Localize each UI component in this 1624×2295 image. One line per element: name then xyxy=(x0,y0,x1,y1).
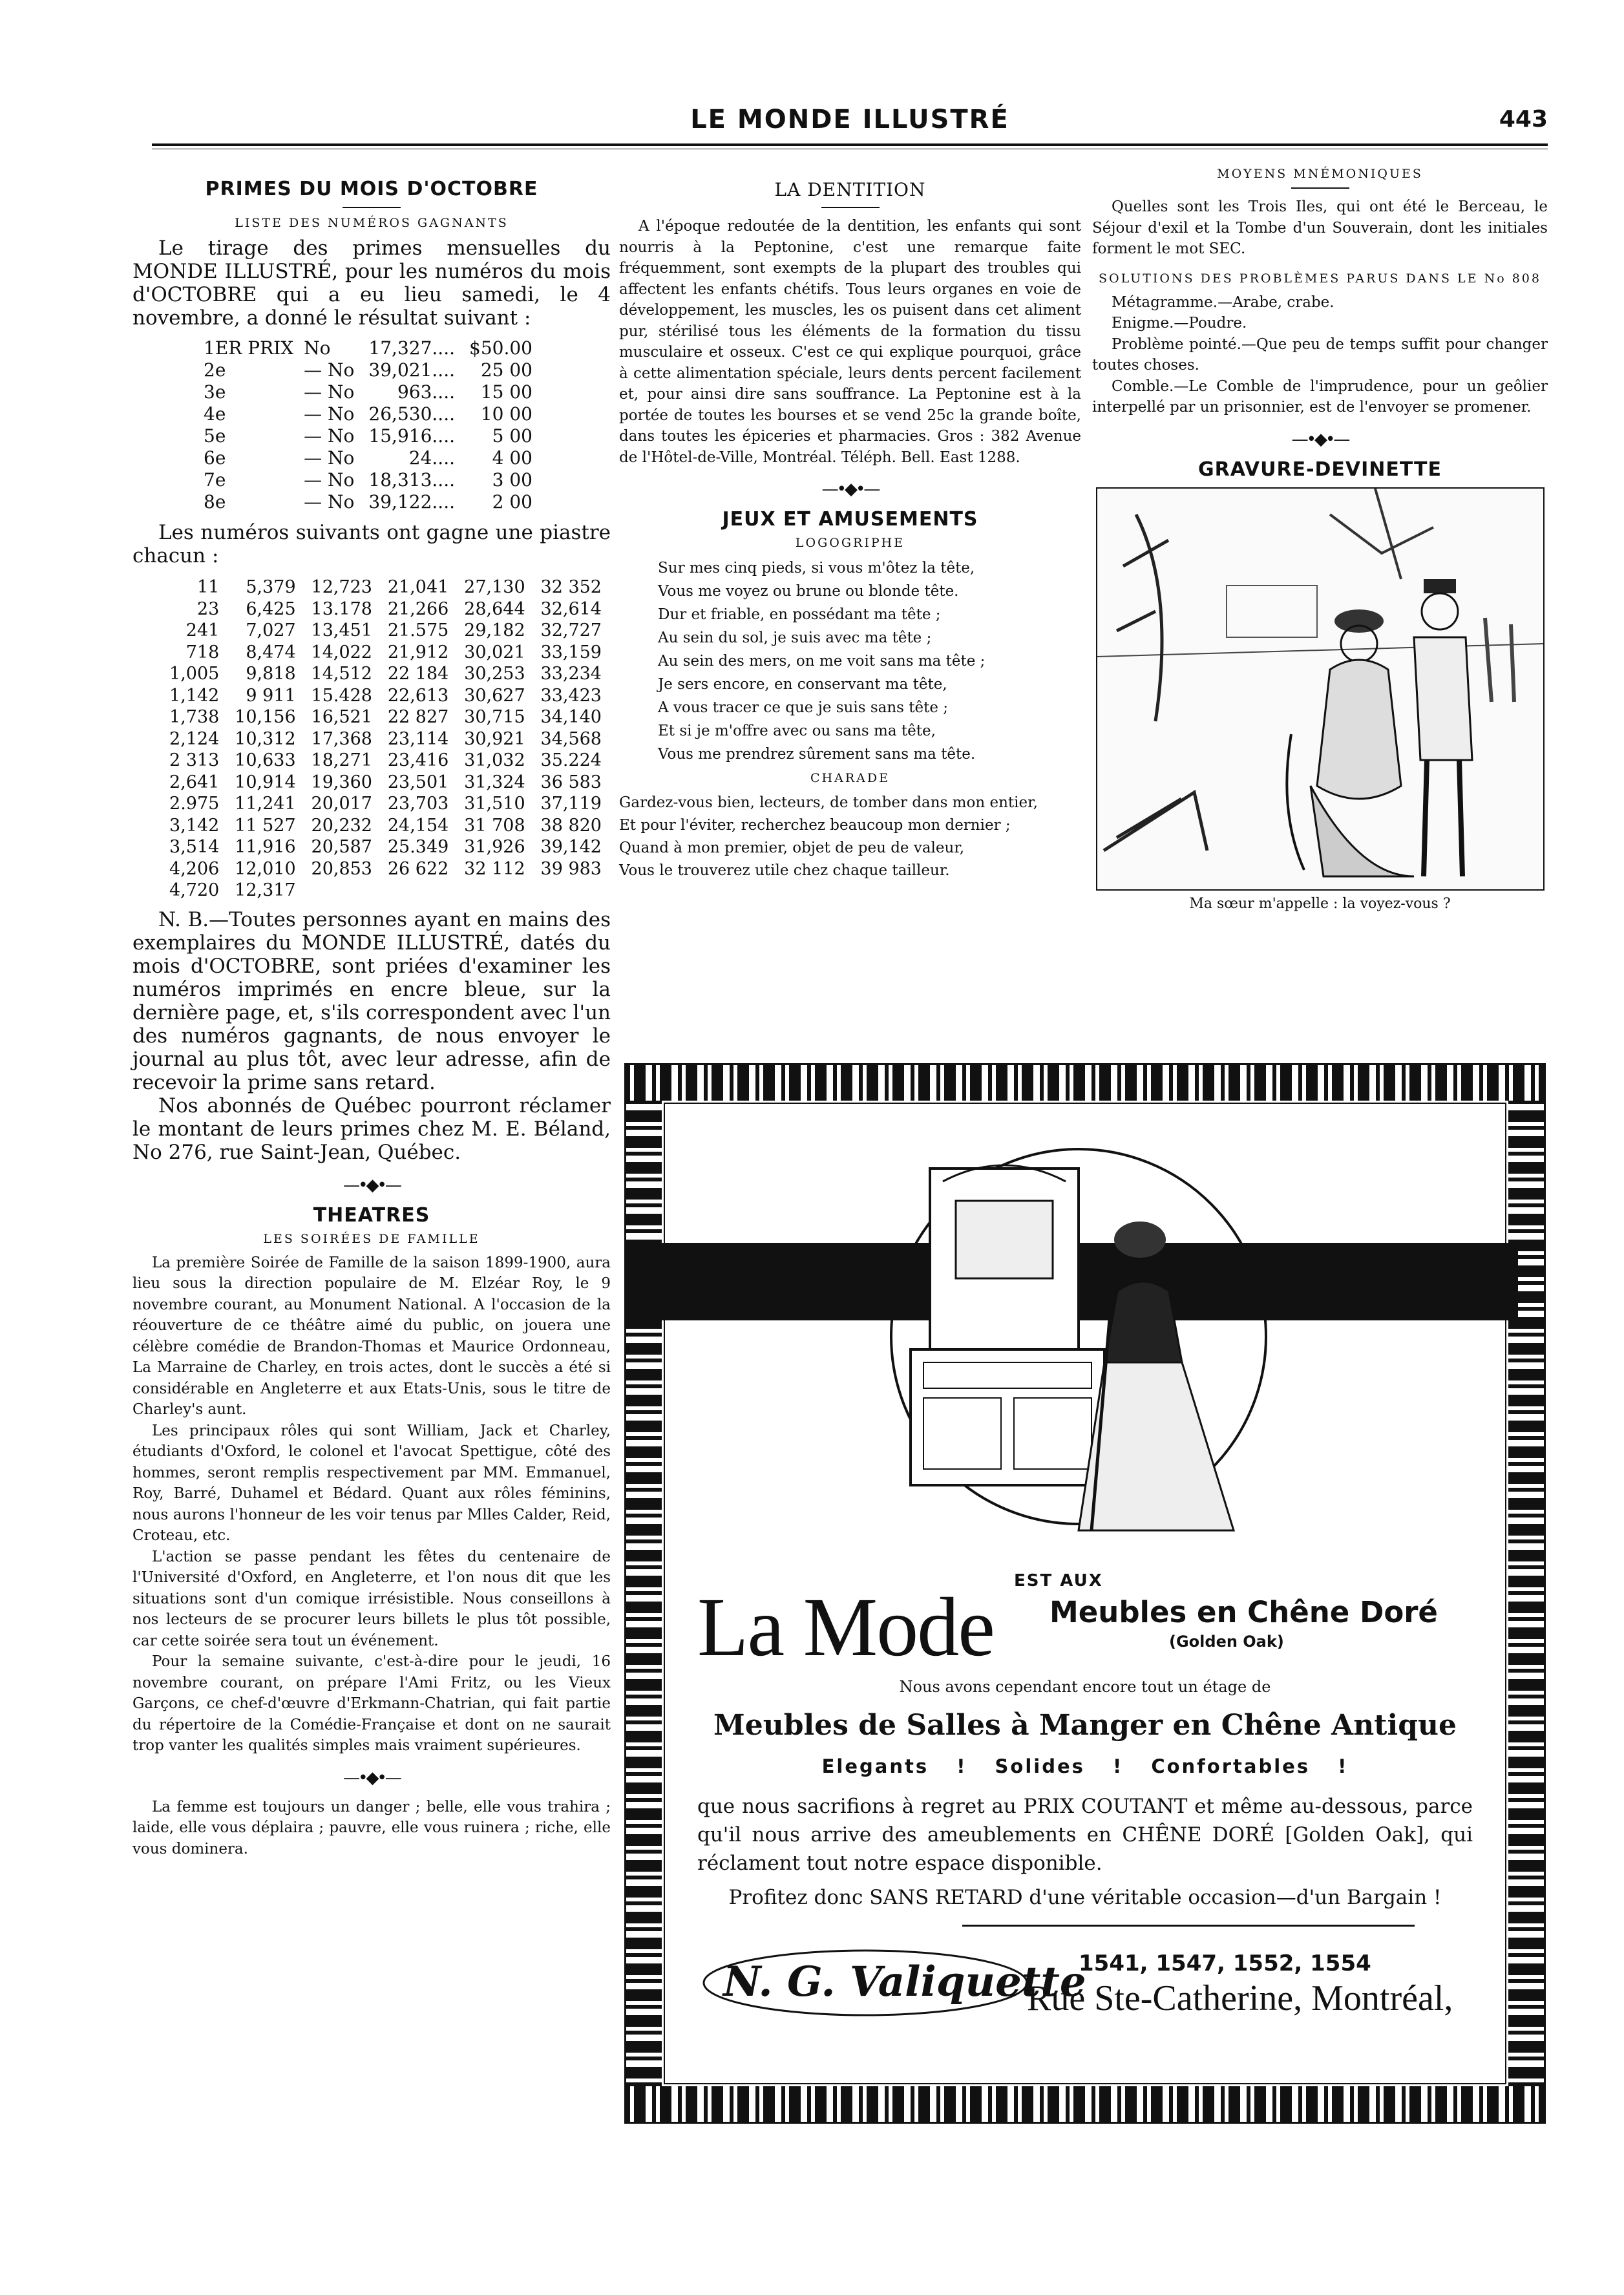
charade-verse xyxy=(619,792,1081,882)
theatre-paragraph: L'action se passe pendant les fêtes du centenaire de l'Université d'Oxford, en Angleterre, et l'on nous dit que les situations sont d'un comique irrésistible. Nous conseillons à nos lecteurs de se procurer leurs billets le plus tôt possible, car cette soirée sera tout un événement. xyxy=(132,1548,611,1649)
dentition-heading: LA DENTITION xyxy=(774,179,926,200)
prize-no: — No xyxy=(304,381,355,403)
verse-line: Gardez-vous bien, lecteurs, de tomber dans mon entier, xyxy=(619,794,1038,811)
verse-line: Sur mes cinq pieds, si vous m'ôtez la tête, xyxy=(658,560,975,576)
prize-row xyxy=(204,425,543,447)
winning-number: 10,156 xyxy=(235,707,296,727)
winning-number xyxy=(305,880,381,902)
winning-number: 30,021 xyxy=(464,642,525,662)
winning-number: 1,005 xyxy=(169,664,220,684)
winning-number: 21,912 xyxy=(387,642,449,662)
prize-no: — No xyxy=(304,359,355,381)
ad-headline: Meubles de Salles à Manger en Chêne Antique xyxy=(713,1709,1457,1742)
verse-line: Quand à mon premier, objet de peu de valeur, xyxy=(619,840,965,856)
winning-number: 19,360 xyxy=(311,772,372,792)
prize-row xyxy=(204,403,543,425)
winning-number: 3,142 xyxy=(169,815,220,836)
signature-image xyxy=(697,1941,1086,2025)
ad-rule xyxy=(962,1925,1415,1927)
winning-number: 30,921 xyxy=(464,728,525,749)
street-address: Rue Ste-Catherine, Montréal, xyxy=(1027,1978,1453,2018)
prize-no: — No xyxy=(304,491,355,513)
prize-number: 39,122.... xyxy=(368,491,455,513)
prize-row xyxy=(204,337,543,359)
winning-number: 25.349 xyxy=(387,837,449,857)
prize-amount: 5 00 xyxy=(492,425,533,447)
page-number: 443 xyxy=(1499,106,1548,132)
engraving-image xyxy=(1097,489,1543,889)
puzzle-illustration xyxy=(1096,487,1545,891)
winning-number: 32 112 xyxy=(464,858,525,879)
winning-number: 20,232 xyxy=(311,815,372,836)
primes-heading: PRIMES DU MOIS D'OCTOBRE xyxy=(205,178,538,200)
winning-number: 17,368 xyxy=(311,728,372,749)
prize-amount: 10 00 xyxy=(480,403,533,425)
prize-row xyxy=(204,447,543,469)
verse-line: Vous me voyez ou brune ou blonde tête. xyxy=(658,583,959,600)
est-aux-label: EST AUX xyxy=(1014,1571,1103,1591)
dash-rule xyxy=(821,207,880,208)
winning-number: 30,715 xyxy=(464,707,525,727)
prize-no: — No xyxy=(304,469,355,491)
winning-number: 11,241 xyxy=(235,794,296,814)
jeux-heading: JEUX ET AMUSEMENTS xyxy=(722,508,978,531)
winning-number: 37,119 xyxy=(540,794,602,814)
prize-amount: 2 00 xyxy=(492,491,533,513)
winning-number: 2 313 xyxy=(169,750,220,770)
verse-line: Et si je m'offre avec ou sans ma tête, xyxy=(658,723,936,739)
verse-line: Dur et friable, en possédant ma tête ; xyxy=(658,606,941,623)
prize-amount: 25 00 xyxy=(480,359,533,381)
solutions-list xyxy=(1092,292,1548,418)
winning-number: 31,324 xyxy=(464,772,525,792)
winning-number: 11 xyxy=(196,577,220,597)
street-numbers: 1541, 1547, 1552, 1554 xyxy=(1079,1951,1371,1976)
winning-number: 32,727 xyxy=(540,620,602,640)
prize-amount: 15 00 xyxy=(480,381,533,403)
winning-number: 24,154 xyxy=(387,815,449,836)
verse-line: Et pour l'éviter, recherchez beaucoup mon dernier ; xyxy=(619,817,1011,834)
winning-number: 10,633 xyxy=(235,750,296,770)
winning-number: 31,510 xyxy=(464,794,525,814)
winning-number: 5,379 xyxy=(246,577,296,597)
prize-row xyxy=(204,359,543,381)
winning-number: 36 583 xyxy=(540,772,602,792)
winning-number: 22 827 xyxy=(387,707,449,727)
winning-number: 10,312 xyxy=(235,728,296,749)
winning-number: 7,027 xyxy=(246,620,296,640)
winning-number: 718 xyxy=(185,642,220,662)
ornament-divider: —•◆•— xyxy=(343,1175,400,1195)
logogriphe-verse xyxy=(619,556,1081,766)
dash-rule xyxy=(343,207,401,208)
winning-number: 38 820 xyxy=(540,815,602,836)
quebec-paragraph: Nos abonnés de Québec pourront réclamer le montant de leurs primes chez M. E. Béland, No 276, rue Saint-Jean, Québec. xyxy=(132,1094,611,1164)
winning-number: 2,641 xyxy=(169,772,220,792)
winning-number: 14,022 xyxy=(311,642,372,662)
prize-rank: 1ER PRIX xyxy=(204,337,294,359)
verse-line: Vous me prendrez sûrement sans ma tête. xyxy=(658,746,976,763)
meubles-title: Meubles en Chêne Doré xyxy=(1049,1595,1438,1629)
winning-number: 11,916 xyxy=(235,837,296,857)
prize-rank: 5e xyxy=(204,425,226,447)
winning-number: 22 184 xyxy=(387,664,449,684)
prize-no: No xyxy=(304,337,331,359)
winning-number: 23,703 xyxy=(387,794,449,814)
prize-rank: 6e xyxy=(204,447,226,469)
nb-paragraph: N. B.—Toutes personnes ayant en mains des exemplaires du MONDE ILLUSTRÉ, datés du mois d'OCTOBRE, sont priées d'examiner les numéros imprimés en encre bleue, sur la dernière page, et, s'ils correspondent avec l'un des numéros gagnants, de nous envoyer le journal au plus tôt, avec leur adresse, afin de recevoir la prime sans retard. xyxy=(132,907,611,1094)
winning-number: 30,627 xyxy=(464,685,525,706)
winning-number: 21,041 xyxy=(387,577,449,597)
theatre-paragraph: La première Soirée de Famille de la saison 1899-1900, aura lieu sous la direction populaire de M. Elzéar Roy, le 9 novembre courant, au Monument National. A l'occasion de la réouverture de ce théâtre aimé du public, on jouera une célèbre comédie de Brandon-Thomas et Maurice Ordonneau, La Marraine de Charley, en trois actes, dont le succès a été si considérable en Angleterre et aux Etats-Unis, sous le titre de Charley's aunt. xyxy=(132,1254,611,1418)
winning-number: 20,017 xyxy=(311,794,372,814)
winning-number: 18,271 xyxy=(311,750,372,770)
winning-number: 13.178 xyxy=(311,598,372,619)
winning-number: 23,114 xyxy=(387,728,449,749)
winning-number: 21,266 xyxy=(387,598,449,619)
verse-line: A vous tracer ce que je suis sans tête ; xyxy=(658,699,949,716)
sideboard-image xyxy=(846,1143,1298,1556)
winning-number: 27,130 xyxy=(464,577,525,597)
prize-amount: $50.00 xyxy=(469,337,533,359)
winning-number: 11 527 xyxy=(235,815,296,836)
prize-row xyxy=(204,491,543,513)
moyens-heading: MOYENS MNÉMONIQUES xyxy=(1217,167,1423,181)
winning-number: 21.575 xyxy=(387,620,449,640)
winning-number: 2,124 xyxy=(169,728,220,749)
winning-number: 39 983 xyxy=(540,858,602,879)
winning-number: 34,568 xyxy=(540,728,602,749)
winning-number: 39,142 xyxy=(540,837,602,857)
column-right xyxy=(1092,162,1548,912)
charade-subheading: CHARADE xyxy=(810,771,890,785)
winning-number: 23,416 xyxy=(387,750,449,770)
logogriphe-subheading: LOGOGRIPHE xyxy=(795,536,905,550)
winning-number: 13,451 xyxy=(311,620,372,640)
prize-no: — No xyxy=(304,403,355,425)
greek-key-border-bottom xyxy=(626,2086,1544,2122)
gravure-heading: GRAVURE-DEVINETTE xyxy=(1197,458,1442,481)
winning-number: 12,723 xyxy=(311,577,372,597)
signature-text: N. G. Valiquette xyxy=(723,1958,1086,2006)
winning-number: 31,926 xyxy=(464,837,525,857)
winning-number: 3,514 xyxy=(169,837,220,857)
winning-number xyxy=(534,880,611,902)
ad-body-text: que nous sacrifions à regret au PRIX COUTANT et même au-dessous, parce qu'il nous arrive des ameublements en CHÊNE DORÉ [Golden Oak], qui réclament tout notre espace disponible. xyxy=(697,1795,1473,1875)
winning-numbers-grid xyxy=(152,576,611,902)
winning-number: 26 622 xyxy=(387,858,449,879)
prize-rank: 8e xyxy=(204,491,226,513)
greek-key-border-top xyxy=(626,1065,1544,1101)
winning-number: 16,521 xyxy=(311,707,372,727)
ad-qualities: Elegants ! Solides ! Confortables ! xyxy=(821,1755,1349,1777)
winning-number: 9,818 xyxy=(246,664,296,684)
winning-number: 1,738 xyxy=(169,707,220,727)
winning-number: 20,587 xyxy=(311,837,372,857)
prize-row xyxy=(204,469,543,491)
soirees-subheading: LES SOIRÉES DE FAMILLE xyxy=(263,1231,480,1246)
advertisement xyxy=(624,1063,1546,2124)
column-middle xyxy=(619,171,1081,882)
winning-number: 241 xyxy=(185,620,220,640)
moyens-paragraph: Quelles sont les Trois Iles, qui ont été le Berceau, le Séjour d'exil et la Tombe d'un Souverain, dont les initiales forment le mot SEC. xyxy=(1092,198,1548,257)
solution-item: Problème pointé.—Que peu de temps suffit pour changer toutes choses. xyxy=(1092,335,1548,374)
winning-number: 33,159 xyxy=(540,642,602,662)
prize-rank: 2e xyxy=(204,359,226,381)
prize-no: — No xyxy=(304,425,355,447)
la-mode-title: La Mode xyxy=(697,1581,994,1674)
winning-number: 34,140 xyxy=(540,707,602,727)
winning-number: 33,234 xyxy=(540,664,602,684)
theatres-heading: THEATRES xyxy=(313,1203,430,1227)
sideboard-illustration xyxy=(846,1143,1298,1556)
solution-item: Enigme.—Poudre. xyxy=(1112,315,1247,332)
winning-number: 31,032 xyxy=(464,750,525,770)
winning-number: 20,853 xyxy=(311,858,372,879)
winning-number: 35.224 xyxy=(540,750,602,770)
winning-number: 8,474 xyxy=(246,642,296,662)
winning-number: 23 xyxy=(196,598,220,619)
ornament-divider: —•◆•— xyxy=(821,480,879,499)
winning-number: 29,182 xyxy=(464,620,525,640)
ornament-divider: —•◆•— xyxy=(343,1768,400,1788)
prize-row xyxy=(204,381,543,403)
winning-number: 32,614 xyxy=(540,598,602,619)
ornament-divider: —•◆•— xyxy=(1291,429,1349,449)
winning-number: 4,206 xyxy=(169,858,220,879)
prize-number: 24.... xyxy=(408,447,455,469)
verse-line: Je sers encore, en conservant ma tête, xyxy=(658,676,947,693)
column-left xyxy=(132,171,611,1859)
newspaper-title: LE MONDE ILLUSTRÉ xyxy=(690,105,1009,134)
femme-paragraph: La femme est toujours un danger ; belle, elle vous trahira ; laide, elle vous déplaira ; pauvre, elle vous ruinera ; riche, elle vous dominera. xyxy=(132,1798,611,1857)
prize-amount: 4 00 xyxy=(492,447,533,469)
winning-number: 32 352 xyxy=(540,577,602,597)
winning-number xyxy=(381,880,458,902)
prize-rank: 3e xyxy=(204,381,226,403)
signature-logo xyxy=(697,1941,1086,2025)
theatre-paragraph: Pour la semaine suivante, c'est-à-dire pour le jeudi, 16 novembre courant, on prépare l'Ami Fritz, ou les Vieux Garçons, ce chef-d'œuvre d'Erkmann-Chatrian, qui fait partie du répertoire de la Comédie-Française et dont on ne saurait trop vanter les qualités simples mais vraiment supérieures. xyxy=(132,1653,611,1754)
winning-number: 22,613 xyxy=(387,685,449,706)
prize-number: 963.... xyxy=(397,381,455,403)
prize-no: — No xyxy=(304,447,355,469)
prize-number: 17,327.... xyxy=(368,337,455,359)
prize-rank: 7e xyxy=(204,469,226,491)
verse-line: Vous le trouverez utile chez chaque tailleur. xyxy=(619,862,950,879)
winning-number xyxy=(458,880,534,902)
theatre-paragraph: Les principaux rôles qui sont William, Jack et Charley, étudiants d'Oxford, le colonel et l'avocat Spettigue, côté des hommes, seront remplis respectivement par MM. Emmanuel, Roy, Barré, Duhamel et Bédard. Quant aux rôles féminins, nous aurons l'honneur de les voir tenus par Mlles Calder, Reid, Croteau, etc. xyxy=(132,1422,611,1544)
winning-number: 9 911 xyxy=(246,685,296,706)
winning-number: 12,010 xyxy=(235,858,296,879)
winning-number: 6,425 xyxy=(246,598,296,619)
winning-number: 4,720 xyxy=(169,880,220,900)
prize-number: 26,530.... xyxy=(368,403,455,425)
solution-item: Métagramme.—Arabe, crabe. xyxy=(1112,293,1334,311)
solution-item: Comble.—Le Comble de l'imprudence, pour un geôlier interpellé par un prisonnier, est de l'envoyer se promener. xyxy=(1092,377,1548,416)
winning-number: 23,501 xyxy=(387,772,449,792)
winning-number: 14,512 xyxy=(311,664,372,684)
winning-number: 12,317 xyxy=(235,880,296,900)
winning-number: 33,423 xyxy=(540,685,602,706)
winning-number: 1,142 xyxy=(169,685,220,706)
prize-table xyxy=(204,337,543,513)
winning-number: 28,644 xyxy=(464,598,525,619)
ad-subline: Nous avons cependant encore tout un étage de xyxy=(899,1678,1271,1696)
ad-profitez: Profitez donc SANS RETARD d'une véritable occasion—d'un Bargain ! xyxy=(728,1886,1442,1909)
winning-number: 30,253 xyxy=(464,664,525,684)
masthead-rule xyxy=(152,143,1548,146)
winning-number: 2.975 xyxy=(169,794,220,814)
liste-subheading: LISTE DES NUMÉROS GAGNANTS xyxy=(235,216,509,230)
gravure-caption: Ma sœur m'appelle : la voyez-vous ? xyxy=(1189,895,1451,912)
winning-number: 31 708 xyxy=(464,815,525,836)
verse-line: Au sein du sol, je suis avec ma tête ; xyxy=(658,629,932,646)
primes-intro: Le tirage des primes mensuelles du MONDE ILLUSTRÉ, pour les numéros du mois d'OCTOBRE qui a eu lieu samedi, le 4 novembre, a donné le résultat suivant : xyxy=(132,237,611,330)
prize-number: 39,021.... xyxy=(368,359,455,381)
prize-amount: 3 00 xyxy=(492,469,533,491)
dentition-paragraph: A l'époque redoutée de la dentition, les enfants qui sont nourris à la Peptonine, c'est une remarque faite fréquemment, sont exempts de la plupart des troubles qui affectent les enfants chétifs. Tous leurs organes en voie de développement, les muscles, les os puisent dans cet aliment pur, stérilisé tous les éléments de la formation du tissu musculaire et osseux. C'est ce qui explique pourquoi, grâce à cette alimentation spéciale, leurs dents percent facilement et, pour ainsi dire sans souffrance. La Peptonine est à la portée de toutes les bourses et se vend 25c la grande boîte, dans toutes les épiceries et pharmacies. Gros : 382 Avenue de l'Hôtel-de-Ville, Montréal. Téléph. Bell. East 1288. xyxy=(619,218,1081,466)
winning-number: 10,914 xyxy=(235,772,296,792)
winning-number: 15.428 xyxy=(311,685,372,706)
masthead xyxy=(152,105,1548,137)
verse-line: Au sein des mers, on me voit sans ma tête ; xyxy=(658,653,986,670)
numbers-intro: Les numéros suivants ont gagne une piastre chacun : xyxy=(132,521,611,567)
solutions-heading: SOLUTIONS DES PROBLÈMES PARUS DANS LE No 808 xyxy=(1099,271,1541,286)
prize-rank: 4e xyxy=(204,403,226,425)
golden-oak-label: (Golden Oak) xyxy=(1169,1633,1284,1651)
prize-number: 18,313.... xyxy=(368,469,455,491)
dash-rule xyxy=(1291,187,1349,189)
prize-number: 15,916.... xyxy=(368,425,455,447)
